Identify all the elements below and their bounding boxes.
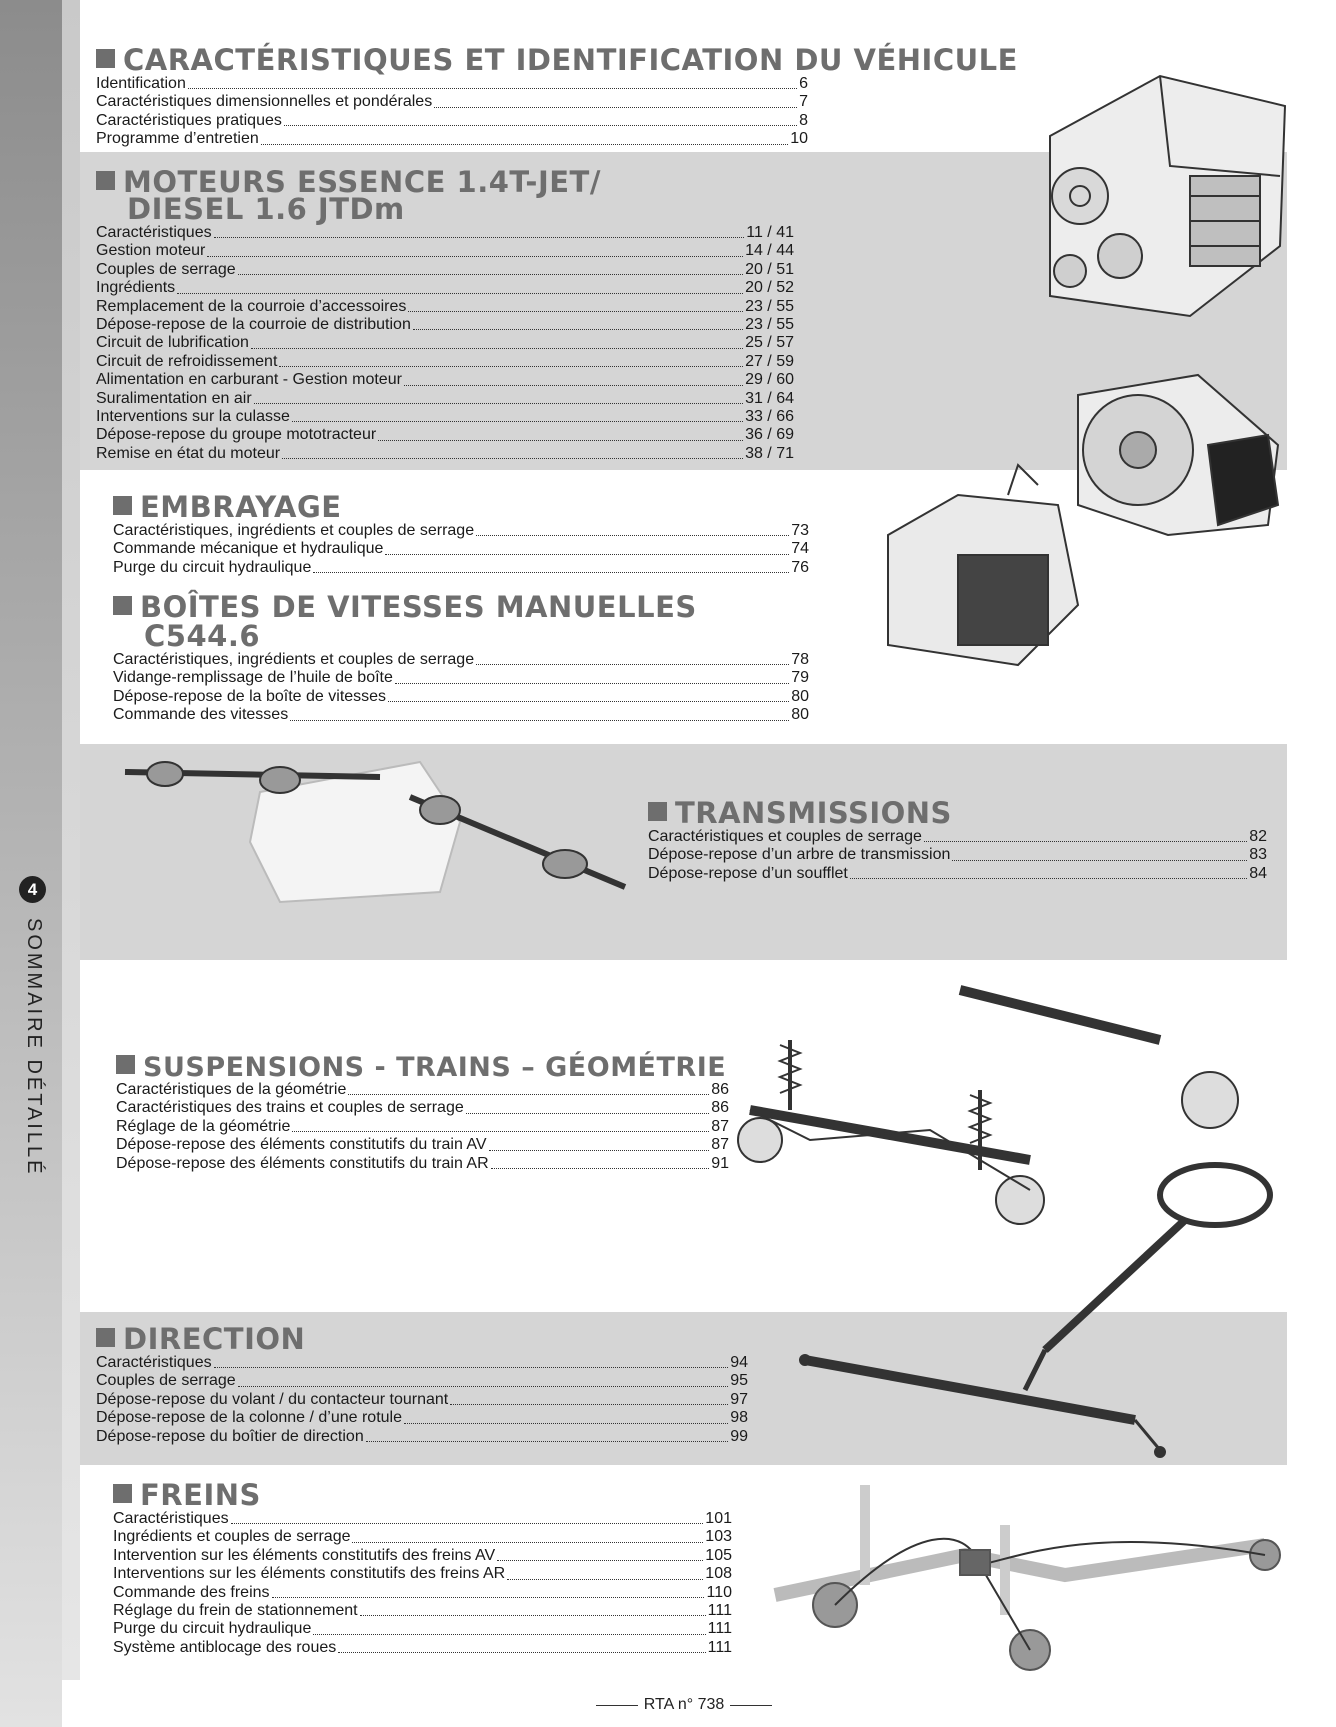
dot-leader — [395, 683, 789, 684]
section-freins — [113, 1478, 732, 1657]
toc-entry-page: 33 / 66 — [745, 408, 794, 426]
toc-entry — [96, 316, 794, 334]
toc-entry — [113, 1547, 732, 1565]
section-transmissions — [648, 796, 1267, 883]
toc-entry-page: 84 — [1249, 864, 1267, 882]
square-bullet-icon — [113, 1484, 132, 1503]
square-bullet-icon — [96, 49, 115, 68]
toc-entry-page: 7 — [799, 93, 808, 111]
toc-entry-page: 76 — [791, 558, 809, 576]
toc-entry-page: 111 — [707, 1620, 732, 1638]
toc-entry-label: Caractéristiques — [113, 1510, 229, 1527]
toc-entry — [113, 651, 809, 669]
dot-leader — [404, 1423, 728, 1424]
toc-entry-page: 87 — [711, 1136, 729, 1154]
toc-entry-page: 31 / 64 — [745, 389, 794, 407]
toc-entry-label: Commande des vitesses — [113, 706, 289, 724]
dot-leader — [507, 1579, 703, 1580]
square-bullet-icon — [96, 171, 115, 190]
toc-entry-label: Commande des freins — [113, 1583, 270, 1601]
toc-entry — [96, 298, 794, 316]
dot-leader — [366, 1441, 728, 1442]
toc-entry — [96, 1409, 748, 1427]
footer-rule-left — [596, 1705, 638, 1706]
toc-entry — [116, 1081, 729, 1099]
toc-entry-page: 6 — [799, 75, 808, 92]
toc-entry-page: 36 / 69 — [745, 426, 794, 444]
toc-entry-page: 80 — [791, 687, 809, 705]
toc-entry-page: 20 / 51 — [745, 260, 794, 278]
toc-entry-page: 94 — [730, 1354, 748, 1371]
toc-entry-page: 105 — [705, 1546, 732, 1564]
left-gradient-bar — [0, 0, 62, 1727]
dot-leader — [188, 88, 797, 89]
toc-entry-page: 111 — [707, 1638, 732, 1656]
toc-entry-label: Caractéristiques — [96, 224, 212, 241]
dot-leader — [214, 237, 745, 238]
toc-entry-label: Caractéristiques dimensionnelles et pondérales — [96, 93, 433, 111]
toc-entry — [648, 865, 1267, 883]
toc-entry-label: Système antiblocage des roues — [113, 1638, 337, 1656]
brakes-illustration — [765, 1465, 1285, 1685]
toc-entry — [96, 242, 794, 260]
toc-entry — [116, 1099, 729, 1117]
dot-leader — [177, 293, 743, 294]
engine-illustration — [1010, 56, 1295, 356]
toc-entry-page: 14 / 44 — [745, 242, 794, 260]
toc-entry-label: Gestion moteur — [96, 242, 206, 260]
toc-entry-page: 73 — [791, 522, 809, 539]
dot-leader — [466, 1113, 709, 1114]
toc-entry-page: 74 — [791, 540, 809, 558]
footer — [596, 1696, 772, 1714]
toc-entry-label: Caractéristiques — [96, 1354, 212, 1371]
dot-leader — [238, 274, 743, 275]
toc-entry-page: 25 / 57 — [745, 334, 794, 352]
toc-entry-page: 99 — [730, 1427, 748, 1445]
toc-entry — [113, 1565, 732, 1583]
toc-entry-label: Caractéristiques des trains et couples de serrage — [116, 1099, 464, 1117]
dot-leader — [238, 1386, 729, 1387]
toc-entry-page: 80 — [791, 706, 809, 724]
section-title: BOÎTES DE VITESSES MANUELLES — [113, 593, 809, 622]
toc-entry-page: 78 — [791, 651, 809, 668]
dot-leader — [254, 403, 743, 404]
toc-entry-page: 86 — [711, 1081, 729, 1098]
toc-entry — [113, 1620, 732, 1638]
toc-entry — [116, 1136, 729, 1154]
toc-entry — [96, 93, 808, 111]
dot-leader — [952, 860, 1247, 861]
dot-leader — [388, 701, 789, 702]
toc-entry — [96, 224, 794, 242]
dot-leader — [313, 1634, 705, 1635]
page-number: 4 — [19, 876, 46, 903]
section-title: MOTEURS ESSENCE 1.4T-JET/ — [96, 168, 794, 197]
toc-entry — [96, 130, 808, 148]
footer-text: RTA n° 738 — [643, 1696, 725, 1713]
toc-entry — [96, 1428, 748, 1446]
toc-entry-label: Réglage de la géométrie — [116, 1117, 291, 1135]
dot-leader — [292, 421, 743, 422]
dot-leader — [378, 440, 743, 441]
square-bullet-icon — [96, 1328, 115, 1347]
toc-entry-label: Identification — [96, 75, 186, 92]
section-title: CARACTÉRISTIQUES ET IDENTIFICATION DU VÉHICULE — [96, 46, 808, 75]
toc-entry — [113, 540, 809, 558]
section-title: EMBRAYAGE — [113, 493, 809, 522]
toc-entry-page: 87 — [711, 1117, 729, 1135]
dot-leader — [348, 1094, 709, 1095]
dot-leader — [404, 385, 743, 386]
dot-leader — [476, 664, 789, 665]
toc-entry-page: 101 — [705, 1510, 732, 1527]
toc-entry-label: Programme d’entretien — [96, 130, 259, 148]
section-vehicule — [96, 43, 1018, 149]
toc-entry-label: Purge du circuit hydraulique — [113, 558, 312, 576]
toc-entry-page: 82 — [1249, 828, 1267, 845]
square-bullet-icon — [116, 1055, 135, 1074]
dot-leader — [352, 1542, 703, 1543]
toc-entry-label: Caractéristiques, ingrédients et couples de serrage — [113, 522, 475, 539]
dot-leader — [214, 1367, 729, 1368]
toc-entry-label: Dépose-repose du groupe mototracteur — [96, 426, 377, 444]
toc-entry — [648, 846, 1267, 864]
toc-entry-label: Couples de serrage — [96, 1372, 236, 1390]
toc-entry-label: Dépose-repose du boîtier de direction — [96, 1427, 364, 1445]
dot-leader — [282, 458, 743, 459]
toc-entry-page: 98 — [730, 1409, 748, 1427]
toc-entry-label: Dépose-repose d’un arbre de transmission — [648, 846, 951, 864]
toc-entry — [96, 261, 794, 279]
steering-illustration — [795, 1150, 1275, 1480]
toc-entry-label: Dépose-repose de la boîte de vitesses — [113, 687, 387, 705]
dot-leader — [272, 1597, 705, 1598]
toc-entry — [96, 279, 794, 297]
dot-leader — [413, 329, 743, 330]
toc-entry — [113, 669, 809, 687]
toc-entry — [96, 334, 794, 352]
toc-entry — [113, 1602, 732, 1620]
dot-leader — [338, 1652, 705, 1653]
toc-entry-label: Commande mécanique et hydraulique — [113, 540, 384, 558]
square-bullet-icon — [113, 496, 132, 515]
toc-entry — [96, 1372, 748, 1390]
dot-leader — [284, 125, 797, 126]
toc-entry-page: 8 — [799, 111, 808, 129]
toc-entry — [116, 1118, 729, 1136]
toc-entry-label: Ingrédients et couples de serrage — [113, 1528, 351, 1546]
toc-entry — [96, 112, 808, 130]
dot-leader — [476, 535, 789, 536]
toc-entry-page: 108 — [705, 1565, 732, 1583]
toc-entry — [113, 522, 809, 540]
toc-entry — [113, 559, 809, 577]
toc-entry-label: Caractéristiques pratiques — [96, 111, 282, 129]
section-title: SUSPENSIONS - TRAINS – GÉOMÉTRIE — [116, 1054, 729, 1081]
dot-leader — [261, 144, 788, 145]
dot-leader — [450, 1404, 728, 1405]
driveshaft-illustration — [120, 752, 630, 922]
toc-entry — [113, 1584, 732, 1602]
dot-leader — [385, 554, 789, 555]
toc-entry-page: 23 / 55 — [745, 316, 794, 334]
toc-entry-page: 103 — [705, 1528, 732, 1546]
toc-entry-label: Dépose-repose du volant / du contacteur tournant — [96, 1390, 449, 1408]
section-boites — [113, 590, 809, 725]
toc-entry — [96, 408, 794, 426]
section-title: TRANSMISSIONS — [648, 799, 1267, 828]
toc-entry-page: 97 — [730, 1390, 748, 1408]
toc-entry-page: 95 — [730, 1372, 748, 1390]
toc-entry — [113, 1639, 732, 1657]
dot-leader — [408, 311, 743, 312]
toc-entry-label: Dépose-repose d’un soufflet — [648, 864, 848, 882]
inner-gradient-bar — [62, 0, 80, 1680]
section-suspensions — [116, 1054, 729, 1173]
dot-leader — [207, 256, 743, 257]
toc-entry — [96, 1354, 748, 1372]
dot-leader — [434, 107, 797, 108]
toc-entry-label: Dépose-repose de la courroie de distribution — [96, 316, 411, 334]
toc-entry — [96, 390, 794, 408]
toc-entry-page: 86 — [711, 1099, 729, 1117]
toc-entry-label: Suralimentation en air — [96, 389, 252, 407]
toc-entry-page: 83 — [1249, 846, 1267, 864]
toc-entry-page: 10 — [790, 130, 808, 148]
toc-entry-label: Dépose-repose de la colonne / d’une rotule — [96, 1409, 402, 1427]
toc-entry — [96, 371, 794, 389]
toc-entry-page: 110 — [706, 1583, 732, 1601]
section-title-line2: C544.6 — [144, 619, 261, 653]
section-embrayage — [113, 490, 809, 577]
toc-entry-label: Remise en état du moteur — [96, 444, 281, 462]
section-moteurs — [96, 165, 794, 463]
dot-leader — [850, 878, 1247, 879]
dot-leader — [360, 1615, 706, 1616]
toc-entry — [116, 1155, 729, 1173]
dot-leader — [251, 348, 743, 349]
toc-entry-page: 11 / 41 — [746, 224, 794, 241]
toc-entry-label: Ingrédients — [96, 279, 176, 297]
toc-entry-label: Caractéristiques et couples de serrage — [648, 828, 922, 845]
side-title: SOMMAIRE DÉTAILLÉ — [23, 918, 45, 1177]
square-bullet-icon — [648, 802, 667, 821]
dot-leader — [489, 1150, 710, 1151]
toc-entry-page: 38 / 71 — [745, 444, 794, 462]
toc-entry-label: Réglage du frein de stationnement — [113, 1602, 358, 1620]
dot-leader — [279, 366, 743, 367]
clutch-gearbox-illustration — [868, 355, 1288, 680]
footer-rule-right — [730, 1705, 772, 1706]
toc-entry-page: 20 / 52 — [745, 279, 794, 297]
toc-entry — [96, 75, 808, 93]
section-title: FREINS — [113, 1481, 732, 1510]
toc-entry-label: Circuit de lubrification — [96, 334, 249, 352]
square-bullet-icon — [113, 596, 132, 615]
toc-entry-label: Interventions sur la culasse — [96, 408, 290, 426]
section-direction — [96, 1322, 748, 1446]
toc-entry-label: Dépose-repose des éléments constitutifs du train AV — [116, 1136, 487, 1154]
dot-leader — [497, 1560, 703, 1561]
toc-entry — [113, 1510, 732, 1528]
dot-leader — [290, 720, 789, 721]
toc-entry-label: Purge du circuit hydraulique — [113, 1620, 312, 1638]
dot-leader — [491, 1168, 710, 1169]
toc-entry — [113, 706, 809, 724]
toc-entry-label: Alimentation en carburant - Gestion moteur — [96, 371, 402, 389]
toc-entry — [113, 688, 809, 706]
toc-entry-label: Caractéristiques, ingrédients et couples de serrage — [113, 651, 475, 668]
toc-entry-page: 111 — [707, 1602, 732, 1620]
toc-entry-label: Interventions sur les éléments constitutifs des freins AR — [113, 1565, 506, 1583]
toc-entry-page: 23 / 55 — [745, 297, 794, 315]
toc-entry — [96, 1391, 748, 1409]
dot-leader — [292, 1131, 709, 1132]
toc-entry — [648, 828, 1267, 846]
toc-entry — [96, 426, 794, 444]
toc-entry-page: 79 — [791, 669, 809, 687]
toc-entry-label: Vidange-remplissage de l’huile de boîte — [113, 669, 393, 687]
dot-leader — [231, 1523, 704, 1524]
toc-entry-page: 91 — [711, 1154, 729, 1172]
toc-entry-label: Intervention sur les éléments constitutifs des freins AV — [113, 1546, 496, 1564]
toc-entry-page: 29 / 60 — [745, 371, 794, 389]
toc-entry-page: 27 / 59 — [745, 352, 794, 370]
toc-entry-label: Circuit de refroidissement — [96, 352, 278, 370]
toc-entry-label: Dépose-repose des éléments constitutifs du train AR — [116, 1154, 489, 1172]
dot-leader — [924, 841, 1247, 842]
toc-entry-label: Couples de serrage — [96, 260, 236, 278]
section-title-line2: DIESEL 1.6 JTDm — [127, 192, 405, 226]
toc-entry — [96, 353, 794, 371]
toc-entry-label: Remplacement de la courroie d’accessoires — [96, 297, 407, 315]
toc-entry-label: Caractéristiques de la géométrie — [116, 1081, 347, 1098]
toc-entry — [113, 1528, 732, 1546]
dot-leader — [313, 572, 789, 573]
section-title: DIRECTION — [96, 1325, 748, 1354]
toc-entry — [96, 445, 794, 463]
